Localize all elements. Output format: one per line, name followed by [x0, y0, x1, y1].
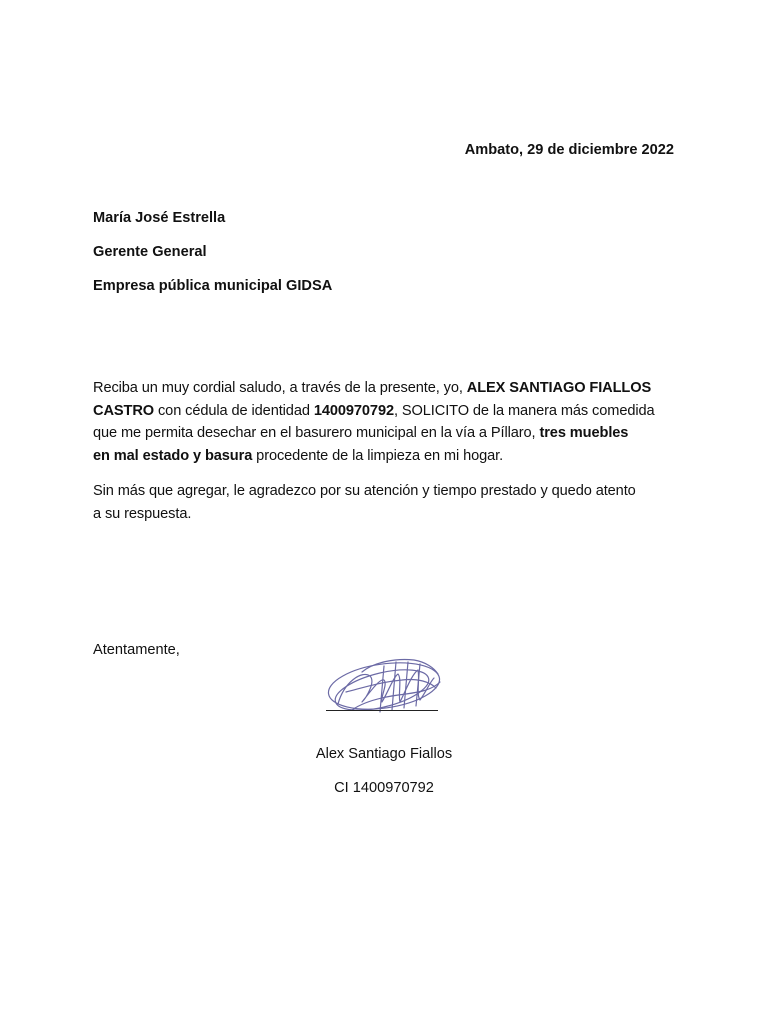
items-highlight: en mal estado y basura: [93, 447, 253, 464]
closing-salutation: Atentamente,: [93, 642, 180, 658]
signer-id: CI 1400970792: [334, 780, 434, 796]
recipient-organization: Empresa pública municipal GIDSA: [93, 278, 333, 294]
body-paragraph-thanks: [93, 480, 683, 525]
requester-id: 1400970792: [313, 402, 394, 419]
body-line: a su respuesta.: [93, 505, 192, 522]
signature-icon: [322, 652, 446, 724]
body-line: que me permita desechar en el basurero municipal en la vía a Píllaro,: [93, 425, 540, 441]
recipient-block: [93, 208, 332, 310]
signature-line: [326, 710, 438, 711]
body-line: con cédula de identidad: [154, 402, 314, 419]
items-highlight: tres muebles: [539, 425, 629, 441]
requester-surname: CASTRO: [93, 402, 155, 419]
body-paragraph-request: [93, 377, 683, 467]
recipient-title: Gerente General: [93, 244, 207, 260]
body-line: Reciba un muy cordial saludo, a través de la presente, yo,: [93, 380, 467, 396]
body-line: , SOLICITO de la manera más comedida: [393, 402, 655, 419]
body-line: procedente de la limpieza en mi hogar.: [252, 447, 504, 464]
signer-name: Alex Santiago Fiallos: [315, 746, 453, 762]
requester-name: ALEX SANTIAGO FIALLOS: [466, 380, 652, 396]
body-line: Sin más que agregar, le agradezco por su atención y tiempo prestado y quedo atento: [93, 483, 636, 499]
recipient-name: María José Estrella: [93, 210, 226, 226]
letter-date: Ambato, 29 de diciembre 2022: [464, 142, 674, 158]
